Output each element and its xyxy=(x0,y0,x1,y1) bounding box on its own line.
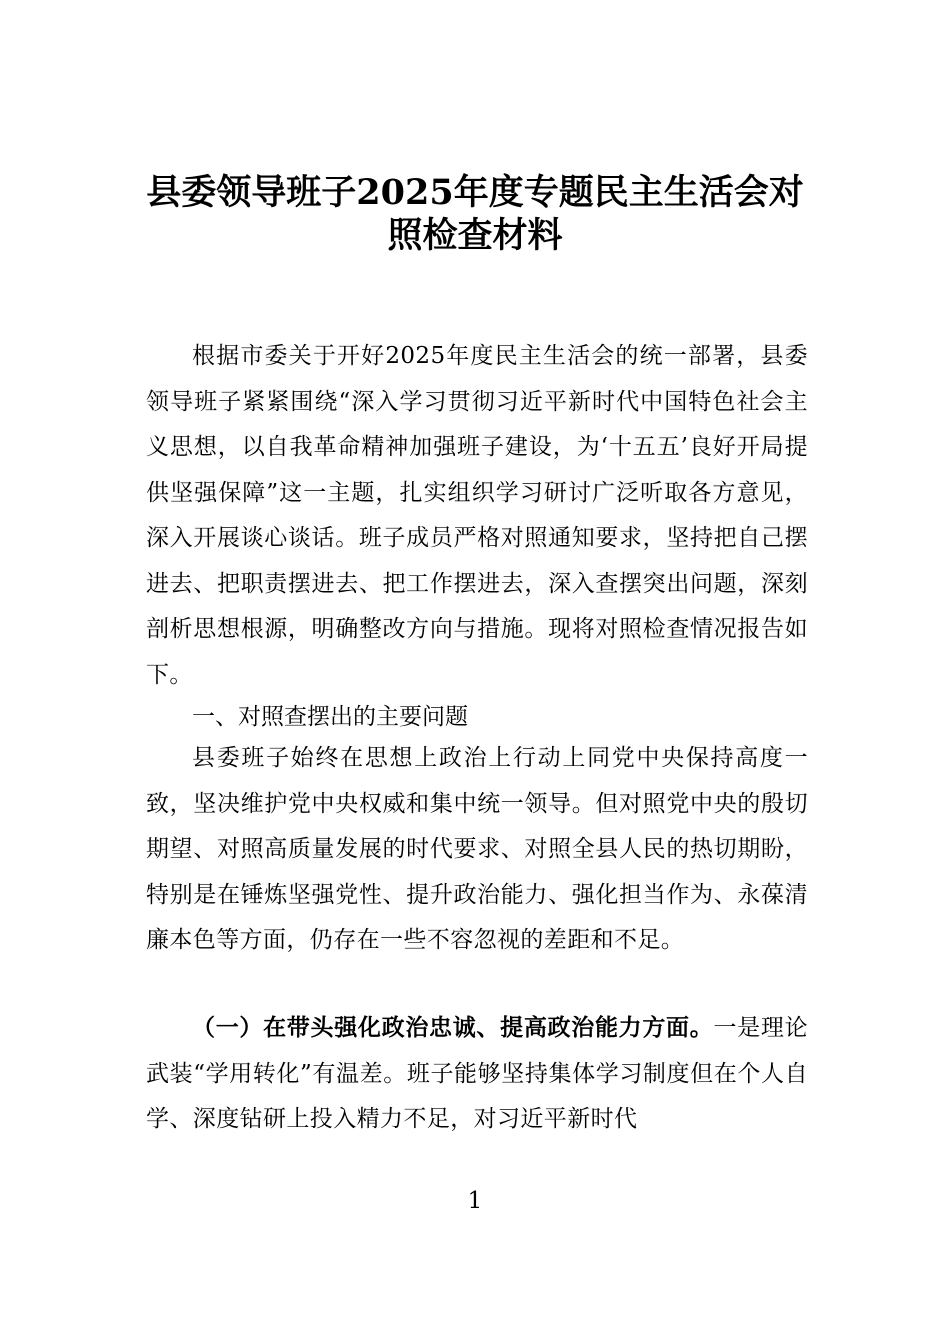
subsection-1-heading: （一）在带头强化政治忠诚、提高政治能力方面。 xyxy=(192,1014,714,1041)
section-1-paragraph: 县委班子始终在思想上政治上行动上同党中央保持高度一致，坚决维护党中央权威和集中统一领导。但对照党中央的殷切期望、对照高质量发展的时代要求、对照全县人民的热切期盼，特别是在锤炼坚强党性、提升政治能力、强化担当作为、永葆清廉本色等方面，仍存在一些不容忽视的差距和不足。 xyxy=(146,745,808,953)
document-title-line-1: 县委领导班子2025年度专题民主生活会对 xyxy=(146,172,804,213)
subsection-1-body: 一是理论武装“学用转化”有温差。班子能够坚持集体学习制度但在个人自学、深度钻研上投入精力不足，对习近平新时代 xyxy=(146,1015,808,1132)
intro-paragraph: 根据市委关于开好2025年度民主生活会的统一部署，县委领导班子紧紧围绕“深入学习贯彻习近平新时代中国特色社会主义思想，以自我革命精神加强班子建设，为‘十五五’良好开局提供坚强保障”这一主题，扎实组织学习研讨广泛听取各方意见，深入开展谈心谈话。班子成员严格对照通知要求，坚持把自己摆进去、把职责摆进去、把工作摆进去，深入查摆突出问题，深刻剖析思想根源，明确整改方向与措施。现将对照检查情况报告如下。 xyxy=(146,343,808,688)
document-title-line-2: 照检查材料 xyxy=(387,215,563,256)
subsection-1-paragraph xyxy=(146,1005,808,1145)
page-number: 1 xyxy=(467,1188,483,1214)
section-heading-1: 一、对照查摆出的主要问题 xyxy=(192,704,468,730)
